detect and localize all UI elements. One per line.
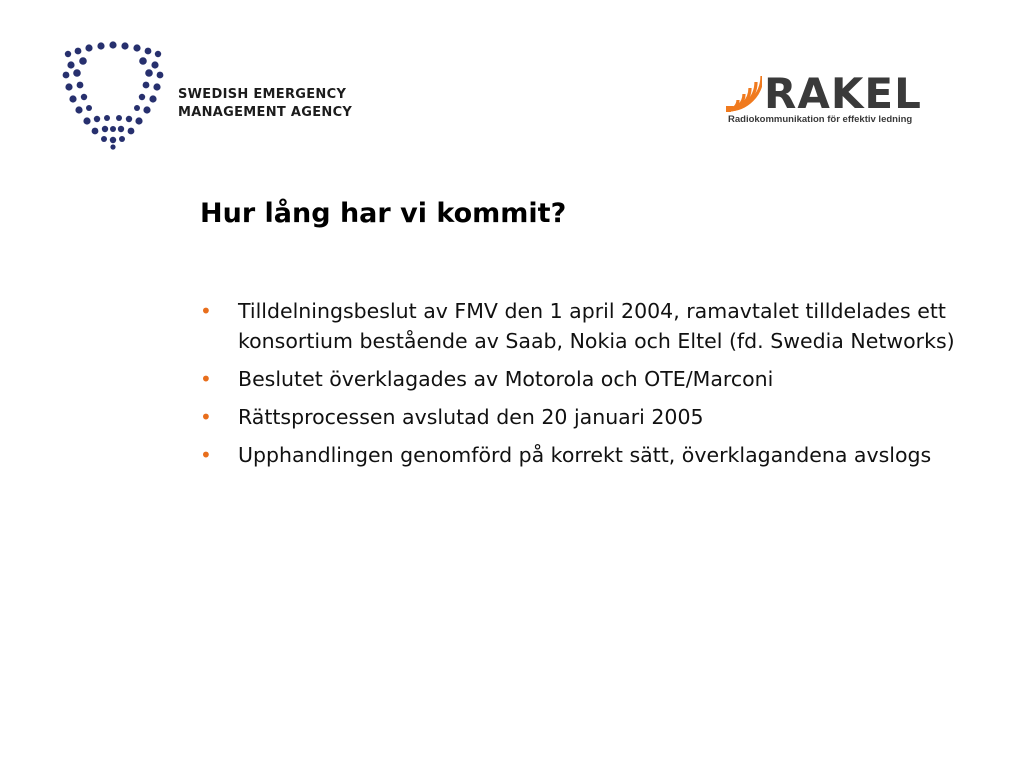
bullet-item [200, 440, 980, 470]
agency-name-line-1: SWEDISH EMERGENCY [178, 87, 347, 102]
rakel-logo [726, 69, 956, 132]
shield-dots-icon [58, 40, 168, 150]
agency-name [178, 86, 352, 122]
rakel-tagline: Radiokommunikation för effektiv ledning [728, 114, 913, 125]
swedish-emergency-management-agency-logo [58, 40, 388, 150]
bullet-text: Upphandlingen genomförd på korrekt sätt, överklagandena avslogs [238, 443, 932, 467]
bullet-text: Rättsprocessen avslutad den 20 januari 2005 [238, 405, 704, 429]
radio-waves-icon [726, 76, 762, 112]
bullet-dot-icon: • [200, 405, 212, 429]
bullet-item [200, 364, 980, 394]
bullet-dot-icon: • [200, 367, 212, 391]
bullet-dot-icon: • [200, 299, 212, 323]
bullet-item [200, 402, 980, 432]
slide-title: Hur lång har vi kommit? [200, 198, 567, 229]
bullet-dot-icon: • [200, 443, 212, 467]
agency-name-line-2: MANAGEMENT AGENCY [178, 105, 353, 120]
bullet-item [200, 296, 980, 356]
bullet-text: Tilldelningsbeslut av FMV den 1 april 2004, ramavtalet tilldelades ett konsortium bestående av Saab, Nokia och Eltel (fd. Swedia Networks) [238, 299, 955, 353]
bullet-list [200, 296, 980, 478]
rakel-wordmark: RAKEL [764, 69, 922, 118]
bullet-text: Beslutet överklagades av Motorola och OTE/Marconi [238, 367, 774, 391]
